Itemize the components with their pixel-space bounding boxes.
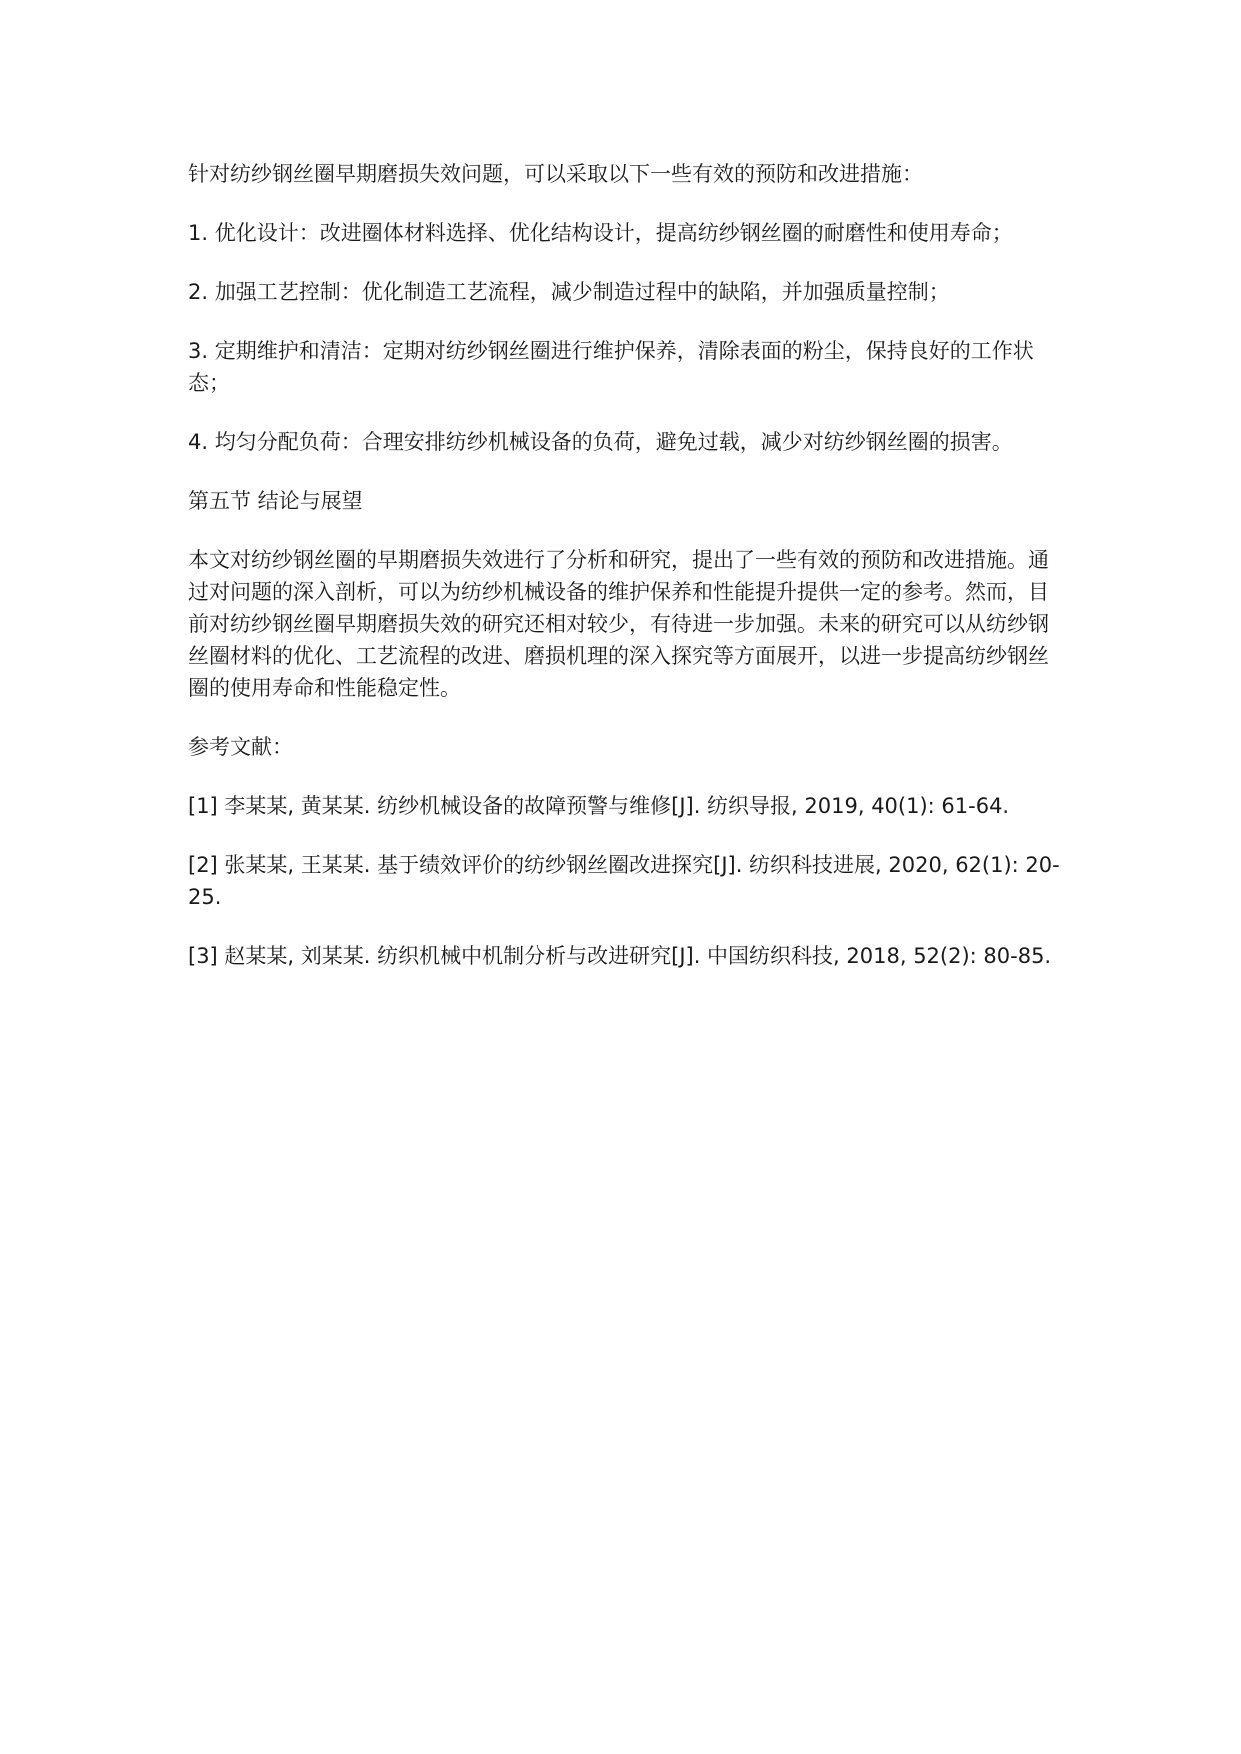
measure-item-3: 3. 定期维护和清洁：定期对纺纱钢丝圈进行维护保养，清除表面的粉尘，保持良好的工作状态； — [188, 339, 1034, 395]
document-body — [188, 158, 1068, 999]
measure-item-4: 4. 均匀分配负荷：合理安排纺纱机械设备的负荷，避免过载，减少对纺纱钢丝圈的损害。 — [188, 430, 1013, 454]
reference-item-2: [2] 张某某, 王某某. 基于绩效评价的纺纱钢丝圈改进探究[J]. 纺织科技进展, 2020, 62(1): 20-25. — [188, 853, 1060, 909]
section-heading: 第五节 结论与展望 — [188, 489, 363, 513]
reference-item-3: [3] 赵某某, 刘某某. 纺织机械中机制分析与改进研究[J]. 中国纺织科技, 2018, 52(2): 80-85. — [188, 944, 1052, 968]
reference-item-1: [1] 李某某, 黄某某. 纺纱机械设备的故障预警与维修[J]. 纺织导报, 2019, 40(1): 61-64. — [188, 794, 1010, 818]
measure-item-2: 2. 加强工艺控制：优化制造工艺流程，减少制造过程中的缺陷，并加强质量控制； — [188, 280, 950, 304]
references-heading: 参考文献： — [188, 735, 293, 759]
intro-paragraph: 针对纺纱钢丝圈早期磨损失效问题，可以采取以下一些有效的预防和改进措施： — [188, 162, 923, 186]
measure-item-1: 1. 优化设计：改进圈体材料选择、优化结构设计，提高纺纱钢丝圈的耐磨性和使用寿命； — [188, 221, 1013, 245]
conclusion-paragraph: 本文对纺纱钢丝圈的早期磨损失效进行了分析和研究，提出了一些有效的预防和改进措施。通过对问题的深入剖析，可以为纺纱机械设备的维护保养和性能提升提供一定的参考。然而，目前对纺纱钢丝圈早期磨损失效的研究还相对较少，有待进一步加强。未来的研究可以从纺纱钢丝圈材料的优化、工艺流程的改进、磨损机理的深入探究等方面展开，以进一步提高纺纱钢丝圈的使用寿命和性能稳定性。 — [188, 548, 1049, 700]
